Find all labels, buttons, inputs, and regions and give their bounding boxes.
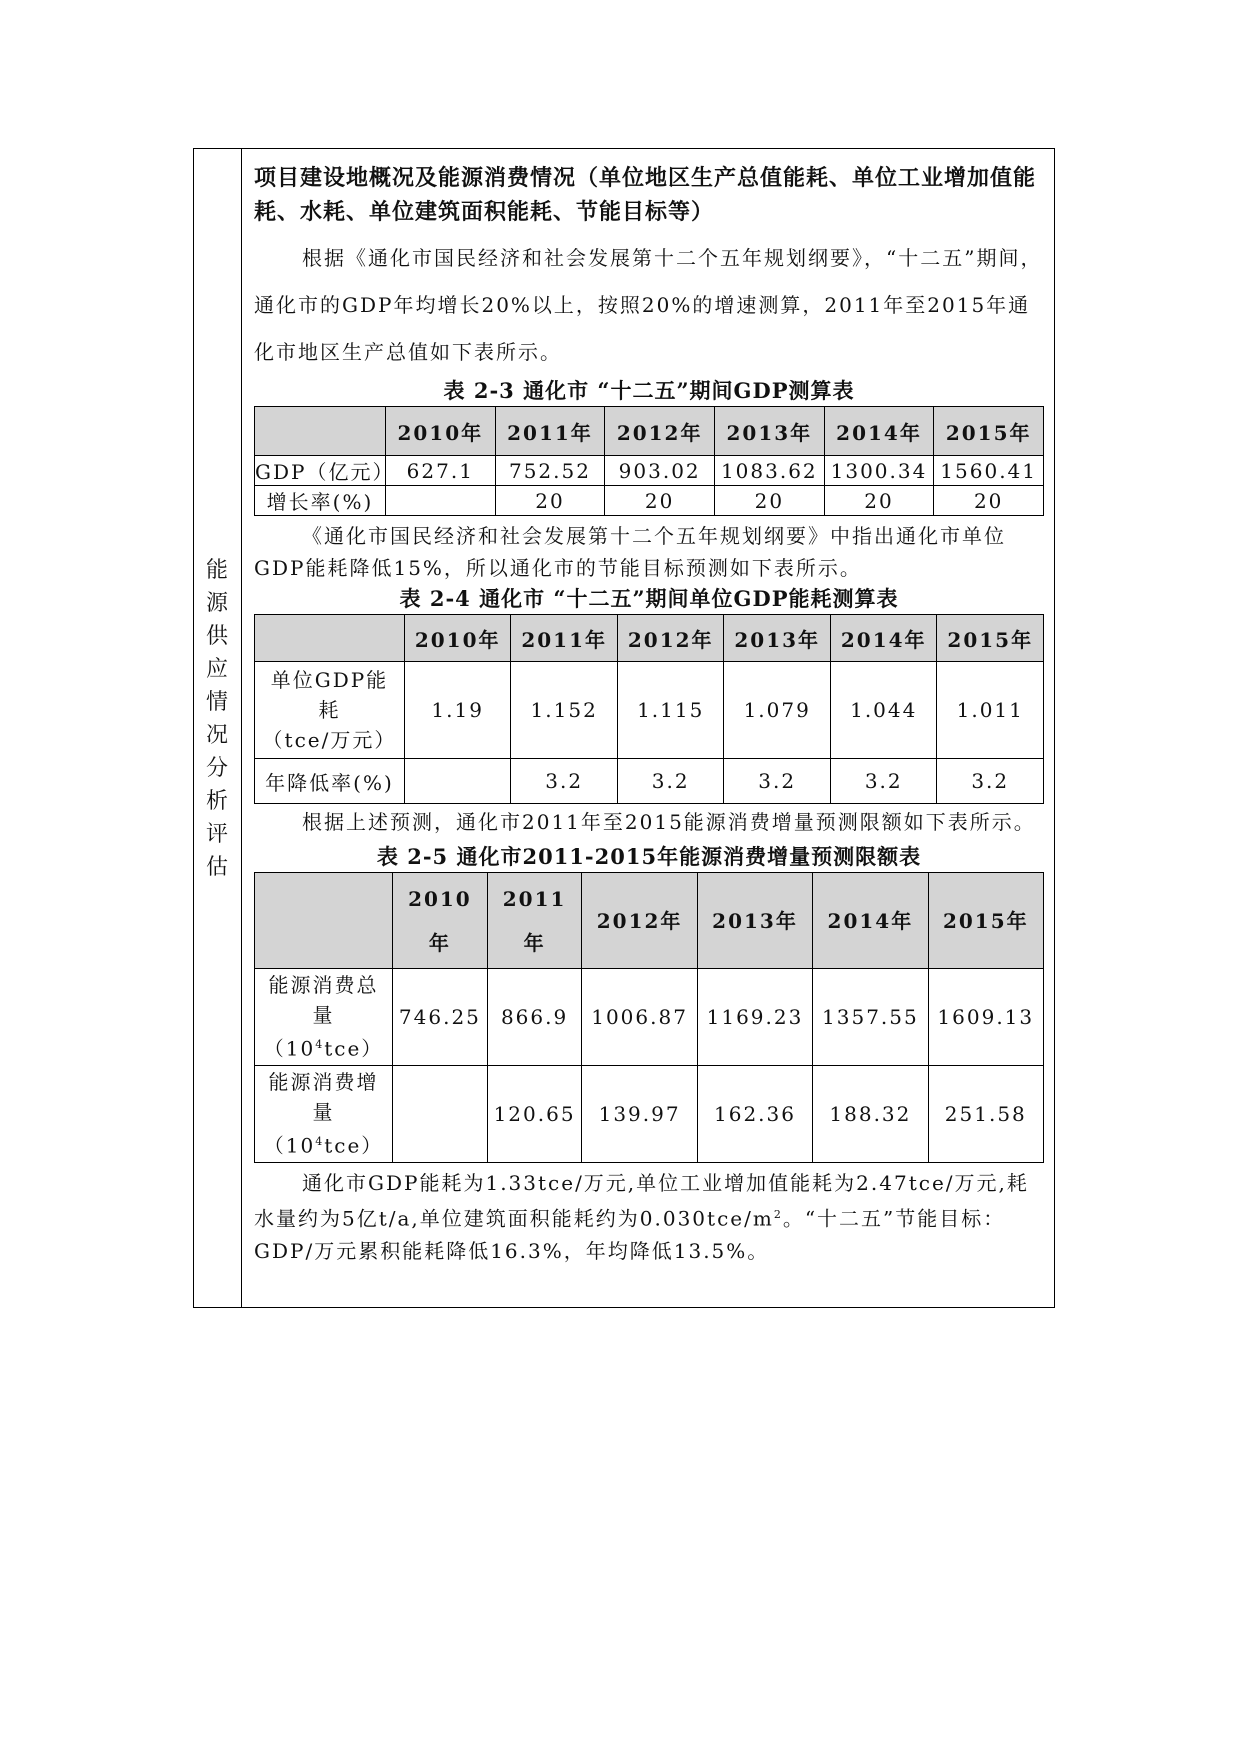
row-label-line: （tce/万元） [262,728,397,752]
row-label-line: 能源消费总 [268,973,379,998]
data-cell: 3.2 [617,759,724,804]
row-label-cell [255,1066,393,1163]
side-label-char: 评 [205,822,228,847]
document-frame [193,148,1055,1308]
data-cell: 1.044 [830,662,937,759]
data-cell: 20 [934,486,1044,516]
summary-text: 通化市GDP能耗为1.33tce/万元,单位工业增加值能耗为2.47tce/万元,耗水量约为5亿t/a,单位建筑面积能耗约为0.030tce/m [254,1171,1029,1231]
header-cell [928,873,1043,969]
content-area [254,161,1044,1267]
table-row [255,969,1044,1066]
data-cell: 1357.55 [813,969,928,1066]
header-line: 年 [523,930,546,955]
header-cell [697,873,812,969]
paragraph-gdp-growth: 根据《通化市国民经济和社会发展第十二个五年规划纲要》，“十二五”期间，通化市的GDP年均增长20%以上，按照20%的增速测算，2011年至2015年通化市地区生产总值如下表所示。 [254,246,1043,364]
data-cell: 1300.34 [824,456,934,486]
data-cell: 1006.87 [582,969,697,1066]
energy-consumption-table [254,872,1044,1163]
table-header-row [255,615,1044,662]
header-cell: 2010年 [385,407,495,456]
row-label-line: 量 [312,1100,335,1125]
data-cell: 20 [824,486,934,516]
table-row [255,759,1044,804]
table-row [255,486,1044,516]
header-cell [813,873,928,969]
row-unit-line [255,1127,392,1161]
header-line: 2012年 [596,908,683,933]
side-label-char: 源 [205,591,228,616]
table-header-row [255,407,1044,456]
summary-tail: 。“十二五”节能目标：GDP/万元累积能耗降低16.3%，年均降低13.5%。 [254,1206,1006,1263]
paragraph-energy-target: 《通化市国民经济和社会发展第十二个五年规划纲要》中指出通化市单位GDP能耗降低15%，所以通化市的节能目标预测如下表所示。 [254,524,1006,580]
data-cell: 1.115 [617,662,724,759]
data-cell: 3.2 [511,759,618,804]
data-cell [404,759,511,804]
data-cell: 746.25 [393,969,488,1066]
header-cell: 2012年 [617,615,724,662]
header-blank-cell [255,615,405,662]
section-heading: 项目建设地概况及能源消费情况（单位地区生产总值能耗、单位工业增加值能耗、水耗、单位建筑面积能耗、节能目标等） [254,165,1037,225]
header-cell: 2011年 [495,407,605,456]
paragraph-consumption-forecast: 根据上述预测，通化市2011年至2015能源消费增量预测限额如下表所示。 [302,810,1036,834]
header-blank-cell [255,873,393,969]
row-label-cell: 年降低率(%) [255,759,405,804]
side-label-char: 供 [205,624,228,649]
data-cell: 20 [495,486,605,516]
data-cell: 162.36 [697,1066,812,1163]
data-cell: 139.97 [582,1066,697,1163]
data-cell: 1169.23 [697,969,812,1066]
data-cell: 1.152 [511,662,618,759]
data-cell: 1.19 [404,662,511,759]
side-label-char: 能 [205,558,228,583]
data-cell: 20 [714,486,824,516]
row-unit-line [255,1030,392,1064]
header-line: 2014年 [827,908,914,933]
header-blank-cell [255,407,386,456]
header-cell: 2013年 [724,615,831,662]
header-cell [393,873,488,969]
data-cell: 3.2 [830,759,937,804]
table-row [255,662,1044,759]
unit-superscript: 4 [315,1135,325,1149]
row-label-cell [255,969,393,1066]
row-label-line: 能源消费增 [268,1070,379,1095]
side-label-char: 情 [205,690,228,715]
side-label-char: 分 [205,756,228,781]
data-cell: 903.02 [605,456,715,486]
header-line: 2010 [408,886,472,911]
table3-caption: 表 2-5 通化市2011-2015年能源消费增量预测限额表 [376,844,922,869]
row-label-line: 耗 [318,698,341,722]
unit-prefix: （10 [263,1036,316,1061]
unit-suffix: tce） [324,1036,384,1061]
header-line: 2013年 [712,908,798,933]
header-line: 年 [428,930,451,955]
summary-superscript: 2 [773,1208,783,1221]
side-label [194,554,240,884]
data-cell [393,1066,488,1163]
header-cell: 2013年 [714,407,824,456]
header-cell [487,873,582,969]
data-cell: 1560.41 [934,456,1044,486]
data-cell: 188.32 [813,1066,928,1163]
row-label-cell: 增长率(%) [255,486,386,516]
header-cell: 2015年 [937,615,1044,662]
table2-caption: 表 2-4 通化市 “十二五”期间单位GDP能耗测算表 [399,586,899,611]
data-cell: 3.2 [724,759,831,804]
data-cell: 1609.13 [928,969,1043,1066]
data-cell: 20 [605,486,715,516]
header-line: 2015年 [942,908,1029,933]
header-line: 2011 [502,886,567,911]
unit-prefix: （10 [263,1133,316,1158]
data-cell: 1.011 [937,662,1044,759]
table-header-row [255,873,1044,969]
header-cell: 2014年 [830,615,937,662]
data-cell: 251.58 [928,1066,1043,1163]
gdp-table [254,406,1044,516]
row-label-line: 单位GDP能 [270,668,389,692]
table-row [255,1066,1044,1163]
data-cell: 1083.62 [714,456,824,486]
header-cell: 2015年 [934,407,1044,456]
side-column [194,149,242,1307]
side-label-char: 析 [205,789,228,814]
header-cell: 2010年 [404,615,511,662]
row-label-line: 量 [312,1003,335,1028]
energy-intensity-table [254,614,1044,804]
row-label-cell: GDP（亿元） [255,456,386,486]
header-cell [582,873,697,969]
data-cell: 120.65 [487,1066,582,1163]
unit-superscript: 4 [315,1038,325,1052]
header-cell: 2014年 [824,407,934,456]
table1-caption: 表 2-3 通化市 “十二五”期间GDP测算表 [443,378,855,403]
side-label-char: 况 [205,723,228,748]
data-cell [385,486,495,516]
table-row [255,456,1044,486]
row-label-cell [255,662,405,759]
data-cell: 627.1 [385,456,495,486]
data-cell: 866.9 [487,969,582,1066]
paragraph-summary [254,1167,1044,1267]
side-label-char: 应 [205,657,228,682]
header-cell: 2012年 [605,407,715,456]
unit-suffix: tce） [324,1133,384,1158]
data-cell: 1.079 [724,662,831,759]
data-cell: 3.2 [937,759,1044,804]
data-cell: 752.52 [495,456,605,486]
header-cell: 2011年 [511,615,618,662]
side-label-char: 估 [205,855,228,880]
